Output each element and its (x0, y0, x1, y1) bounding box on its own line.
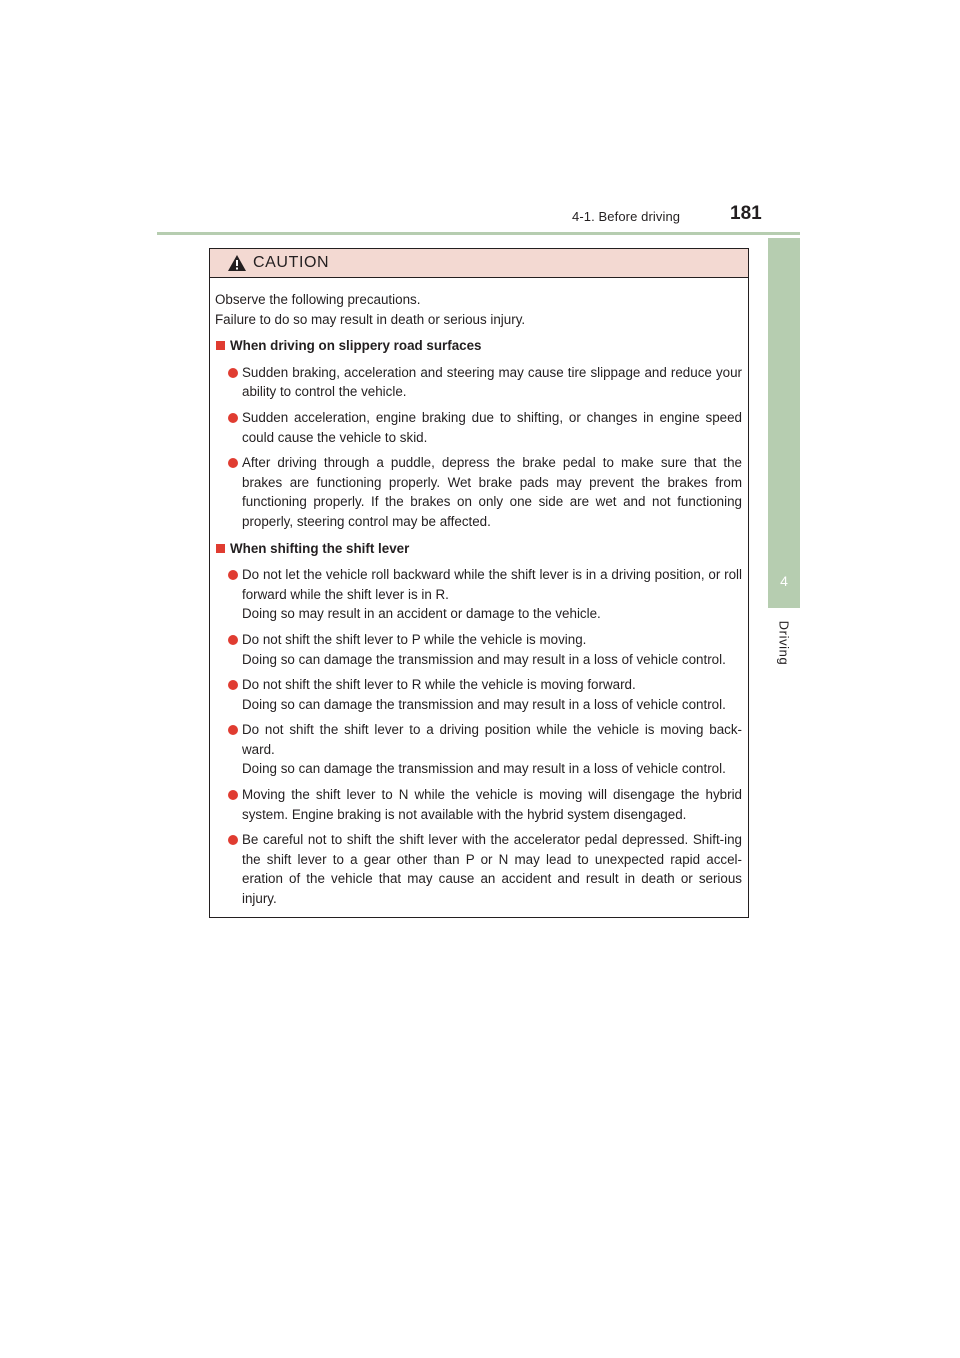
bullet-paragraph: Do not shift the shift lever to a driving position while the vehicle is moving back-ward. (242, 722, 742, 757)
intro-line: Failure to do so may result in death or serious injury. (215, 311, 526, 327)
warning-icon (227, 254, 247, 272)
bullet-paragraph: Moving the shift lever to N while the vehicle is moving will disengage the hybrid system. Engine braking is not available with the hybrid system disengaged. (242, 787, 742, 822)
bullet-text (242, 720, 742, 779)
bullet-text (242, 565, 742, 624)
chapter-number: 4 (780, 573, 788, 589)
bullet-text (242, 363, 742, 402)
bullet-item (215, 720, 742, 779)
header-divider (157, 232, 800, 235)
bullet-paragraph: Do not shift the shift lever to R while the vehicle is moving forward. (242, 677, 636, 693)
bullet-dot-icon (228, 725, 238, 735)
bullet-item (215, 408, 742, 447)
caution-header (210, 249, 748, 278)
bullet-text (242, 453, 742, 531)
bullet-dot-icon (228, 790, 238, 800)
section-heading-text: When shifting the shift lever (230, 540, 410, 556)
bullet-dot-icon (228, 413, 238, 423)
bullet-paragraph: After driving through a puddle, depress the brake pedal to make sure that the brakes are functioning properly. Wet brake pads may prevent the brakes from functioning properly. If the brakes on only one side are wet and not functioning properly, steering control may be affected. (242, 455, 742, 529)
bullet-text (242, 675, 742, 714)
bullet-dot-icon (228, 368, 238, 378)
bullet-text (242, 630, 742, 669)
bullet-paragraph: Doing so may result in an accident or damage to the vehicle. (242, 606, 601, 622)
bullet-dot-icon (228, 635, 238, 645)
caution-sections (215, 336, 742, 908)
section-title: 4-1. Before driving (572, 209, 681, 224)
chapter-tab (768, 238, 800, 608)
bullet-item (215, 363, 742, 402)
section-heading (215, 539, 742, 559)
caution-box (209, 248, 749, 918)
section-heading-text: When driving on slippery road surfaces (230, 338, 482, 354)
intro-line: Observe the following precautions. (215, 292, 421, 307)
bullet-item (215, 630, 742, 669)
bullet-paragraph: Doing so can damage the transmission and may result in a loss of vehicle control. (242, 651, 726, 667)
caution-body (210, 278, 748, 909)
bullet-dot-icon (228, 680, 238, 690)
bullet-text (242, 408, 742, 447)
bullet-paragraph: Sudden braking, acceleration and steering may cause tire slippage and reduce your ability to control the vehicle. (242, 364, 742, 400)
bullet-paragraph: Do not let the vehicle roll backward while the shift lever is in a driving position, or roll forward while the shift lever is in R. (242, 567, 742, 602)
chapter-label: Driving (776, 620, 792, 666)
bullet-item (215, 675, 742, 714)
bullet-dot-icon (228, 835, 238, 845)
caution-intro (215, 290, 742, 329)
section-heading (215, 336, 742, 356)
bullet-item (215, 453, 742, 531)
caution-title: CAUTION (253, 254, 330, 271)
bullet-paragraph: Do not shift the shift lever to P while the vehicle is moving. (242, 631, 587, 647)
bullet-paragraph: Sudden acceleration, engine braking due to shifting, or changes in engine speed could cause the vehicle to skid. (242, 409, 742, 445)
bullet-dot-icon (228, 458, 238, 468)
bullet-paragraph: Be careful not to shift the shift lever with the accelerator pedal depressed. Shift-ing the shift lever to a gear other than P or N may lead to unexpected rapid accel-eration of the vehicle that may cause an accident and result in death or serious injury. (242, 832, 742, 907)
page-number: 181 (730, 203, 762, 224)
bullet-item (215, 565, 742, 624)
bullet-item (215, 830, 742, 908)
square-bullet-icon (216, 341, 225, 350)
bullet-text (242, 830, 742, 908)
bullet-paragraph: Doing so can damage the transmission and may result in a loss of vehicle control. (242, 696, 726, 712)
bullet-text (242, 785, 742, 824)
bullet-paragraph: Doing so can damage the transmission and may result in a loss of vehicle control. (242, 761, 726, 777)
bullet-item (215, 785, 742, 824)
bullet-dot-icon (228, 570, 238, 580)
square-bullet-icon (216, 544, 225, 553)
